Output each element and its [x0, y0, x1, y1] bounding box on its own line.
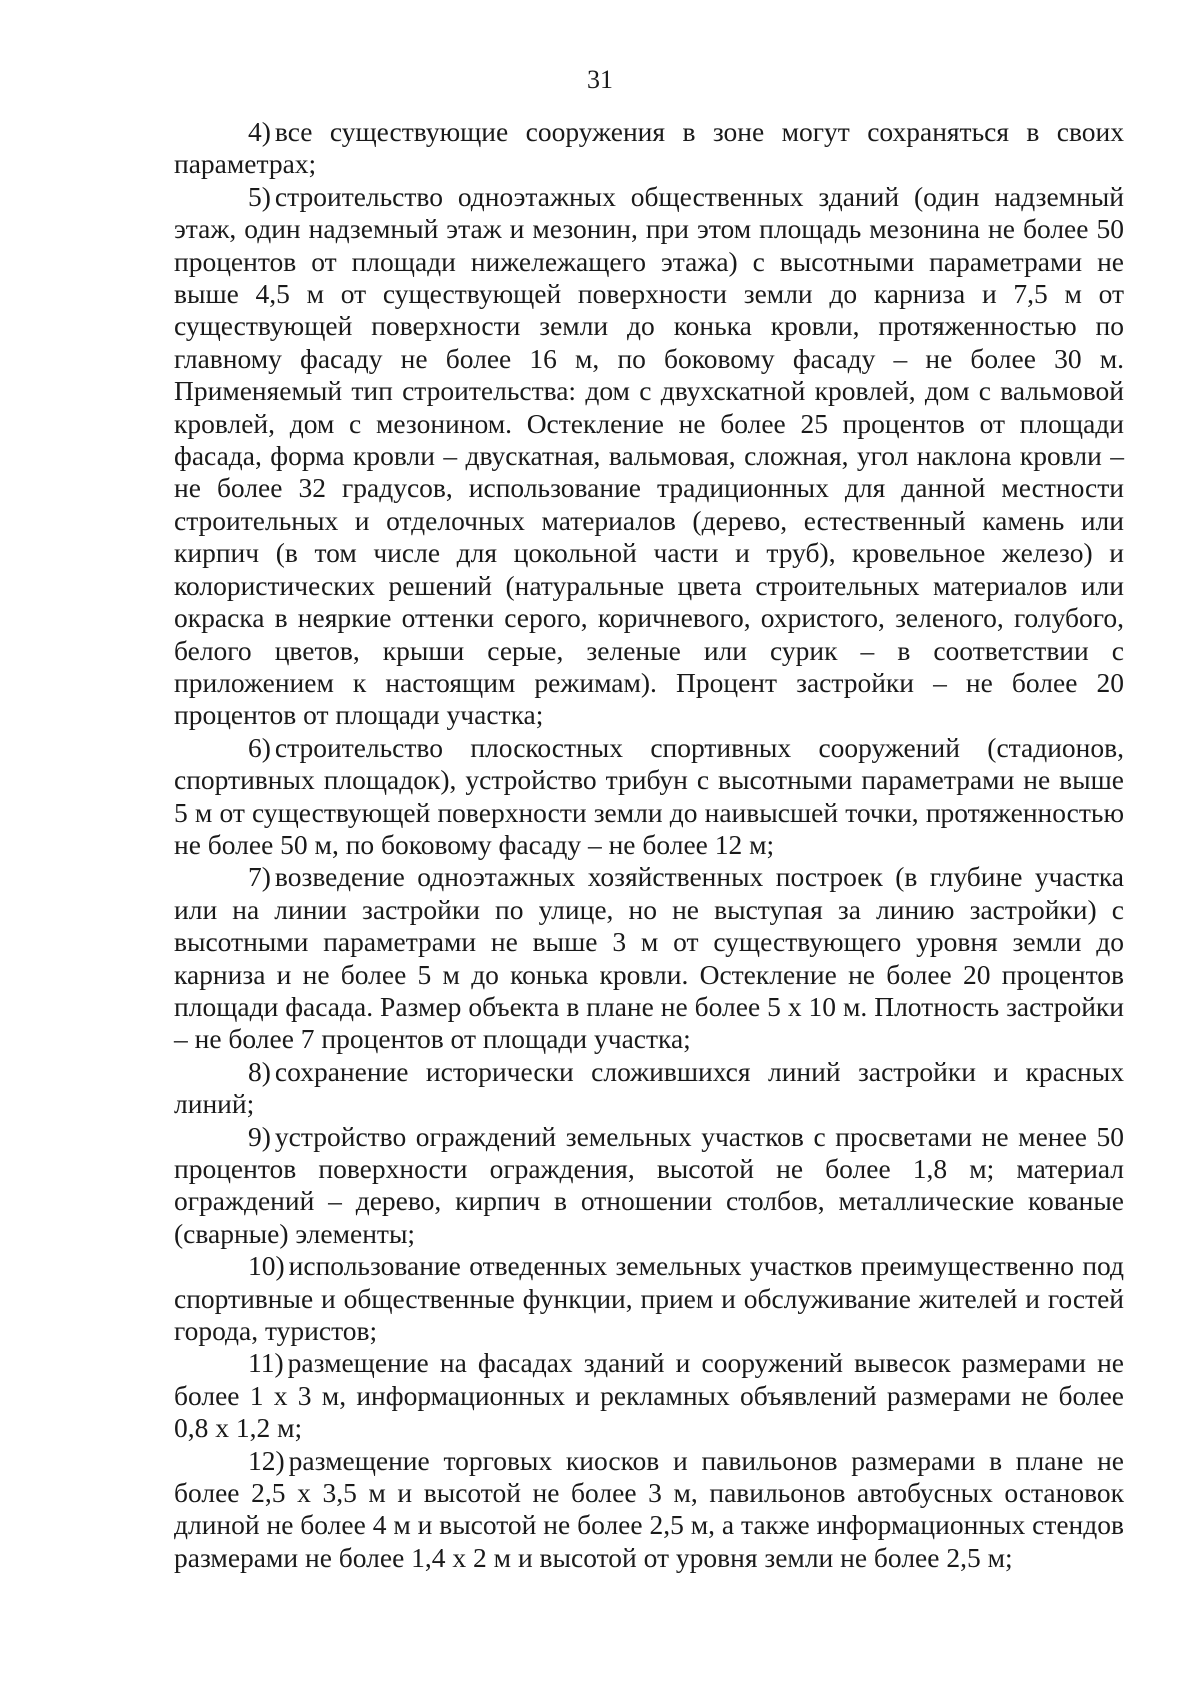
- item-number: 6): [248, 731, 271, 763]
- list-item: [174, 1056, 1124, 1121]
- item-text: устройство ограждений земельных участков с просветами не менее 50 процентов поверхности ограждения, высотой не более 1,8 м; материал ограждений – дерево, кирпич в отношении столбов, металлические кованые (сварные) элементы;: [174, 1120, 1124, 1249]
- item-text: сохранение исторически сложившихся линий застройки и красных линий;: [174, 1055, 1124, 1120]
- item-text: размещение на фасадах зданий и сооружений вывесок размерами не более 1 х 3 м, информационных и рекламных объявлений размерами не более 0,8 х 1,2 м;: [174, 1347, 1124, 1444]
- list-item: [174, 1121, 1124, 1251]
- list-item: [174, 861, 1124, 1055]
- list-item: [174, 181, 1124, 732]
- item-number: 10): [248, 1250, 285, 1282]
- item-text: использование отведенных земельных участков преимущественно под спортивные и общественные функции, прием и обслуживание жителей и гостей города, туристов;: [174, 1250, 1124, 1347]
- item-number: 12): [248, 1444, 285, 1476]
- item-text: размещение торговых киосков и павильонов размерами в плане не более 2,5 х 3,5 м и высотой не более 3 м, павильонов автобусных остановок длиной не более 4 м и высотой не более 2,5 м, а также информационных стендов размерами не более 1,4 х 2 м и высотой от уровня земли не более 2,5 м;: [174, 1444, 1124, 1573]
- item-text: строительство одноэтажных общественных зданий (один надземный этаж, один надземный этаж и мезонин, при этом площадь мезонина не более 50 процентов от площади нижележащего этажа) с высотными параметрами не выше 4,5 м от существующей поверхности земли до карниза и 7,5 м от существующей поверхности земли до конька кровли, протяженностью по главному фасаду не более 16 м, по боковому фасаду – не более 30 м. Применяемый тип строительства: дом с двухскатной кровлей, дом с вальмовой кровлей, дом с мезонином. Остекление не более 25 процентов от площади фасада, форма кровли – двускатная, вальмовая, сложная, угол наклона кровли – не более 32 градусов, использование традиционных для данной местности строительных и отделочных материалов (дерево, естественный камень или кирпич (в том числе для цокольной части и труб), кровельное железо) и колористических решений (натуральные цвета строительных материалов или окраска в неяркие оттенки серого, коричневого, охристого, зеленого, голубого, белого цветов, крыши серые, зеленые или сурик – в соответствии с приложением к настоящим режимам). Процент застройки – не более 20 процентов от площади участка;: [174, 180, 1124, 731]
- item-number: 9): [248, 1120, 271, 1152]
- item-text: строительство плоскостных спортивных сооружений (стадионов, спортивных площадок), устройство трибун с высотными параметрами не выше 5 м от существующей поверхности земли до наивысшей точки, протяженностью не более 50 м, по боковому фасаду – не более 12 м;: [174, 731, 1124, 860]
- item-number: 7): [248, 861, 271, 893]
- list-item: [174, 1250, 1124, 1347]
- document-body: [174, 116, 1124, 1574]
- list-item: [174, 732, 1124, 862]
- list-item: [174, 1445, 1124, 1575]
- page-number: 31: [587, 65, 613, 94]
- list-item: [174, 116, 1124, 181]
- item-number: 8): [248, 1055, 271, 1087]
- item-number: 5): [248, 180, 271, 212]
- list-item: [174, 1347, 1124, 1444]
- item-number: 11): [248, 1347, 284, 1379]
- item-number: 4): [248, 116, 271, 147]
- item-text: все существующие сооружения в зоне могут сохраняться в своих параметрах;: [174, 116, 1124, 180]
- item-text: возведение одноэтажных хозяйственных построек (в глубине участка или на линии застройки по улице, но не выступая за линию застройки) с высотными параметрами не выше 3 м от существующего уровня земли до карниза и не более 5 м до конька кровли. Остекление не более 20 процентов площади фасада. Размер объекта в плане не более 5 х 10 м. Плотность застройки – не более 7 процентов от площади участка;: [174, 861, 1124, 1055]
